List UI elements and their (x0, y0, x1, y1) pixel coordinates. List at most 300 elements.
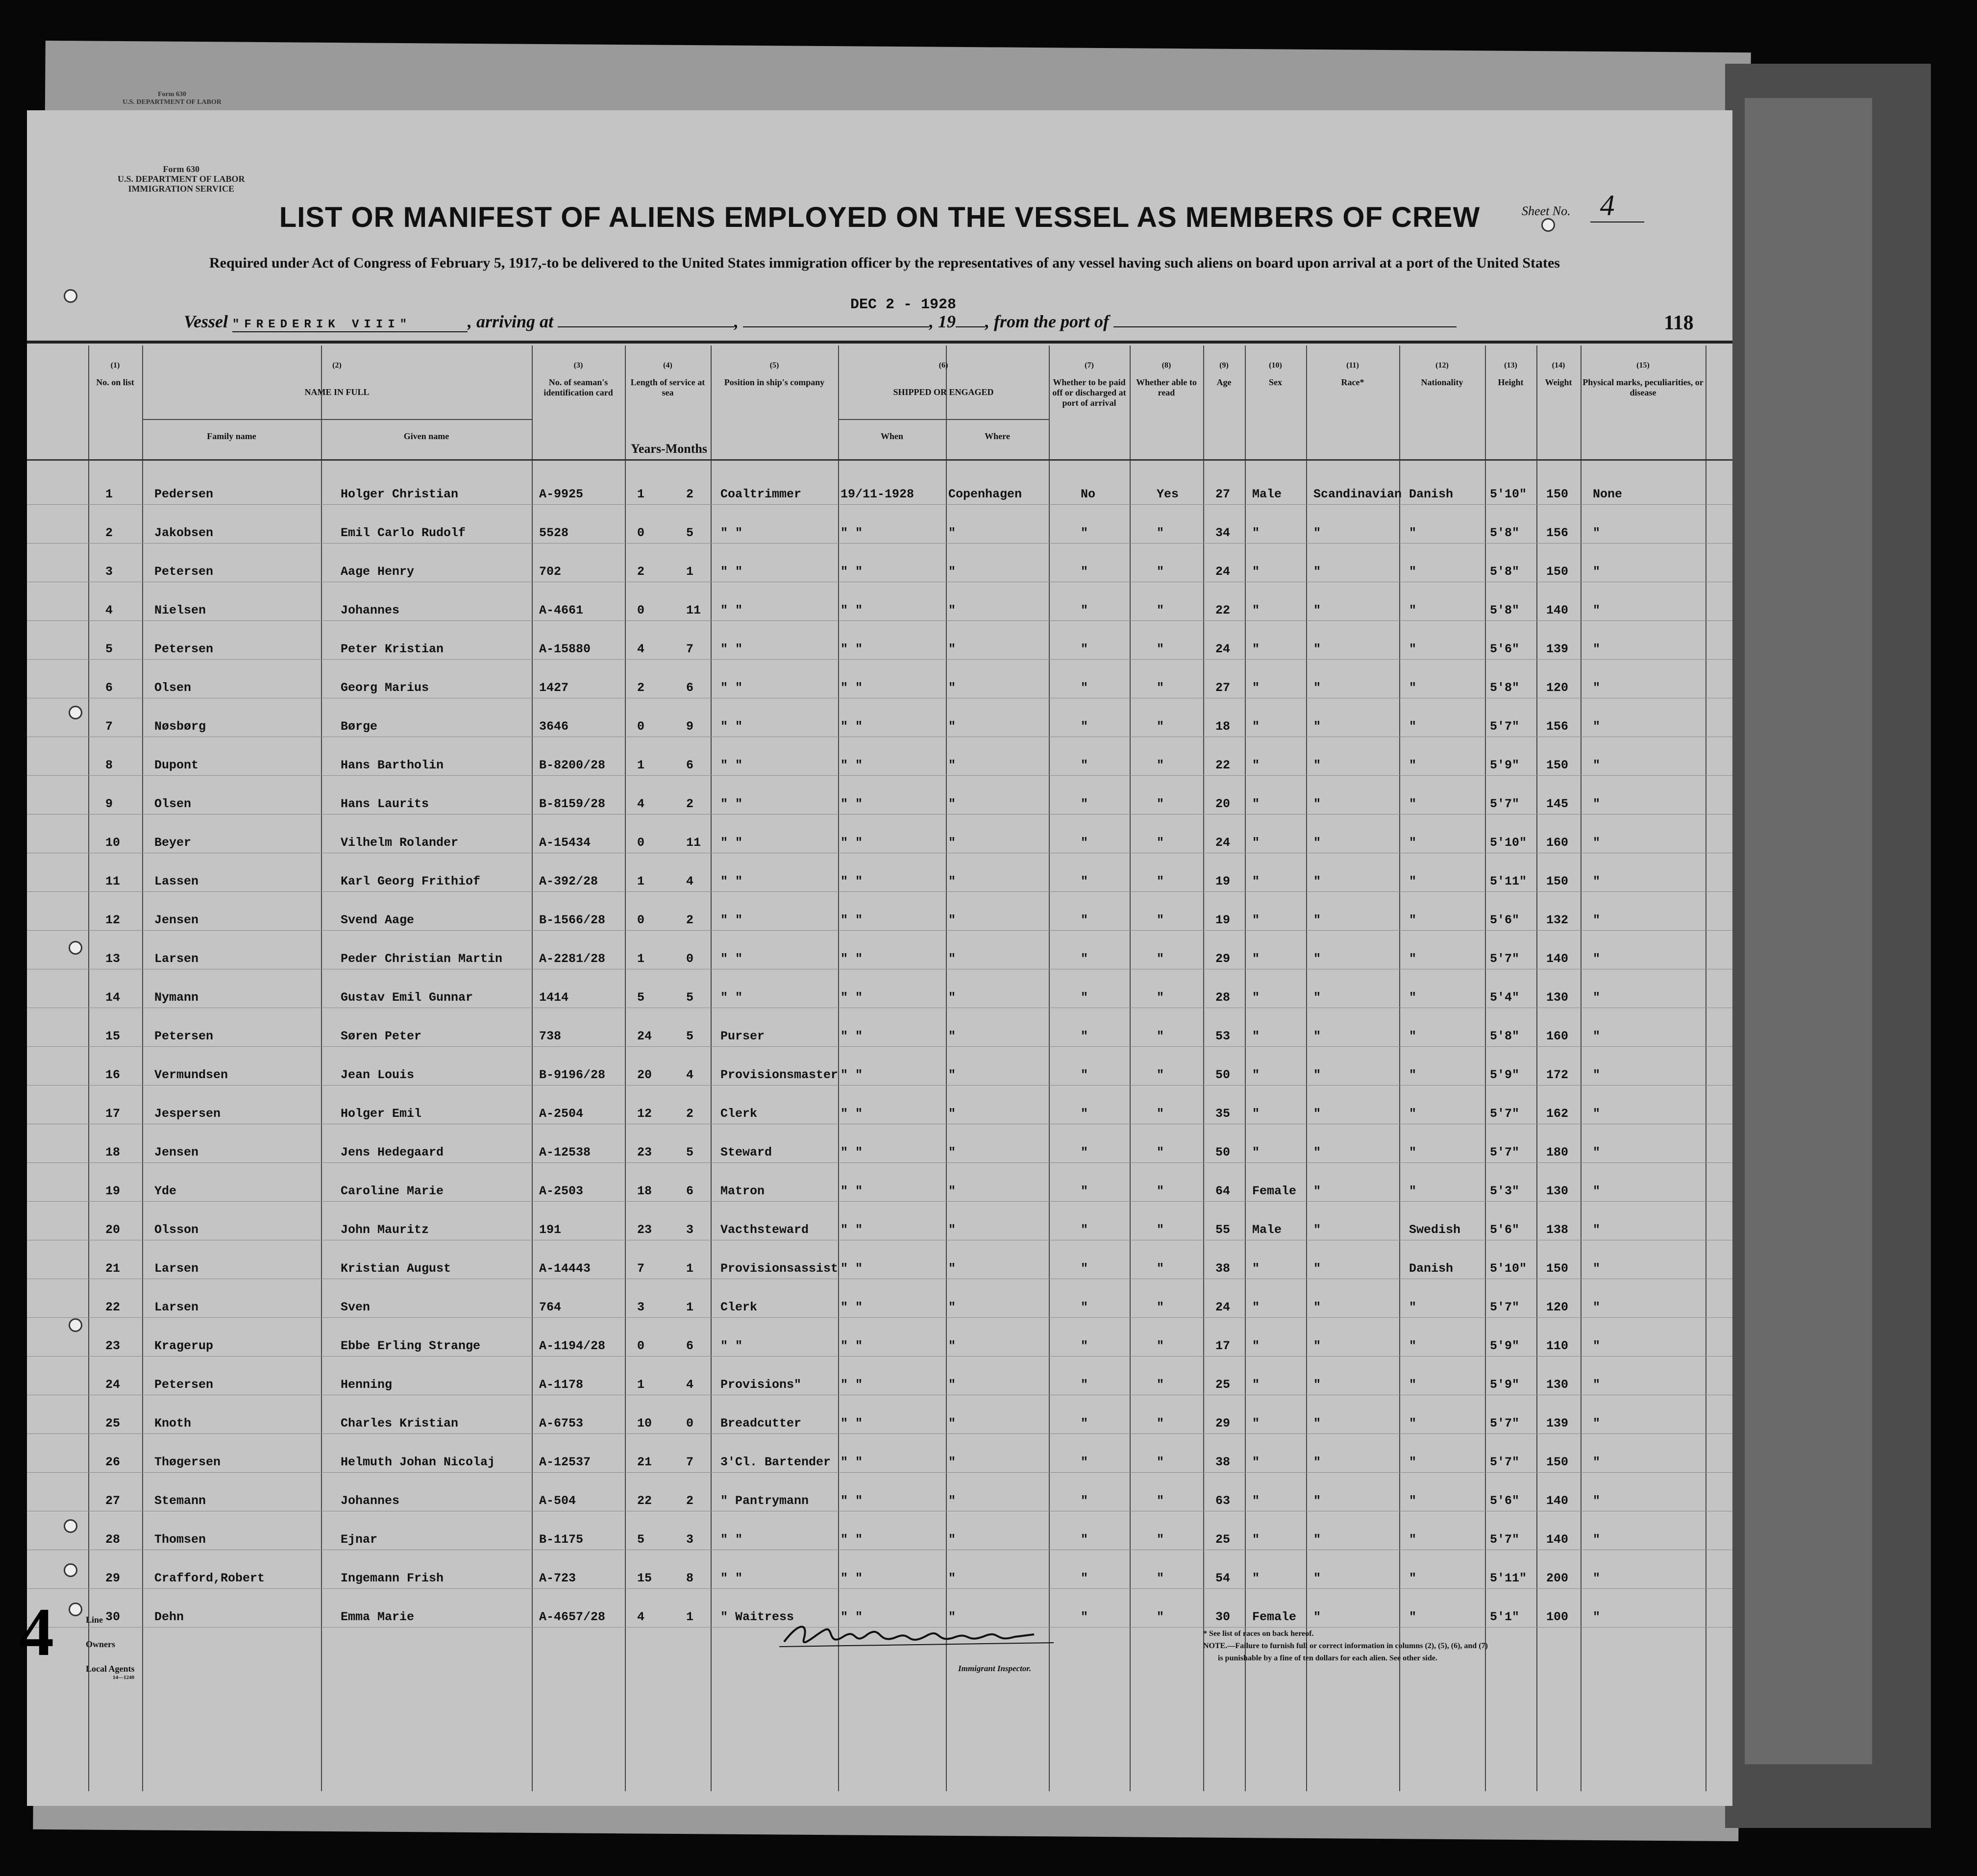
table-row (27, 1395, 1732, 1434)
cell-race: " (1313, 797, 1321, 811)
cell-read: " (1157, 952, 1164, 966)
years-months-label: Years-Months (631, 442, 707, 456)
cell-age: 50 (1215, 1145, 1231, 1160)
cell-nat: " (1409, 1532, 1417, 1547)
cell-age: 19 (1215, 913, 1231, 927)
cell-position: " " (720, 952, 743, 966)
cell-given: Ejnar (341, 1532, 378, 1547)
cell-read: " (1157, 1261, 1164, 1276)
cell-marks: None (1593, 487, 1623, 501)
cell-card: A-12537 (539, 1455, 591, 1469)
cell-position: Clerk (720, 1300, 758, 1314)
cell-weight: 180 (1546, 1145, 1569, 1160)
cell-card: 738 (539, 1029, 562, 1043)
column-number-c12: (12) (1435, 361, 1449, 370)
cell-card: A-9925 (539, 487, 584, 501)
cell-nat: " (1409, 1300, 1417, 1314)
cell-age: 24 (1215, 642, 1231, 656)
punch-hole (1541, 218, 1555, 232)
cell-no: 11 (105, 874, 121, 889)
cell-sex: " (1252, 1455, 1260, 1469)
column-number-c7: (7) (1085, 361, 1094, 370)
cell-yrs: 2 (637, 681, 645, 695)
cell-given: Johannes (341, 1494, 400, 1508)
cell-height: 5'7" (1490, 719, 1520, 734)
cell-where: " (948, 1571, 956, 1585)
cell-sex: " (1252, 1068, 1260, 1082)
cell-read: " (1157, 1610, 1164, 1624)
cell-no: 19 (105, 1184, 121, 1198)
cell-family: Jensen (154, 1145, 199, 1160)
cell-card: A-1178 (539, 1378, 584, 1392)
cell-card: A-14443 (539, 1261, 591, 1276)
cell-family: Crafford,Robert (154, 1571, 265, 1585)
cell-when: " " (840, 1494, 863, 1508)
cell-race: " (1313, 1571, 1321, 1585)
table-row (27, 543, 1732, 582)
page-mark: 4 (20, 1594, 54, 1670)
cell-yrs: 0 (637, 836, 645, 850)
cell-age: 64 (1215, 1184, 1231, 1198)
cell-position: " " (720, 913, 743, 927)
cell-weight: 130 (1546, 1184, 1569, 1198)
cell-sex: " (1252, 990, 1260, 1005)
table-row (27, 1124, 1732, 1163)
cell-given: Peder Christian Martin (341, 952, 503, 966)
cell-paid: " (1081, 1416, 1088, 1431)
cell-nat: " (1409, 952, 1417, 966)
cell-mos: 3 (686, 1532, 694, 1547)
cell-given: Hans Laurits (341, 797, 429, 811)
cell-sex: " (1252, 565, 1260, 579)
cell-mos: 1 (686, 1610, 694, 1624)
cell-given: Søren Peter (341, 1029, 422, 1043)
cell-nat: " (1409, 1145, 1417, 1160)
header-sub-rule (142, 419, 532, 420)
cell-read: " (1157, 1068, 1164, 1082)
department: U.S. DEPARTMENT OF LABOR (118, 174, 245, 184)
cell-mos: 7 (686, 642, 694, 656)
cell-paid: " (1081, 1223, 1088, 1237)
inspector-label: Immigrant Inspector. (958, 1664, 1032, 1673)
cell-mos: 1 (686, 1261, 694, 1276)
cell-mos: 5 (686, 990, 694, 1005)
cell-height: 5'8" (1490, 603, 1520, 617)
cell-height: 5'1" (1490, 1610, 1520, 1624)
cell-position: " " (720, 719, 743, 734)
header-bottom-rule (27, 459, 1732, 461)
cell-mos: 1 (686, 1300, 694, 1314)
cell-family: Kragerup (154, 1339, 214, 1353)
cell-paid: " (1081, 1068, 1088, 1082)
cell-weight: 150 (1546, 1455, 1569, 1469)
cell-race: " (1313, 1029, 1321, 1043)
cell-card: A-723 (539, 1571, 576, 1585)
cell-mos: 11 (686, 836, 701, 850)
cell-position: Breadcutter (720, 1416, 802, 1431)
cell-card: 1427 (539, 681, 569, 695)
cell-mos: 4 (686, 874, 694, 889)
vessel-name: "FREDERIK VIII" (232, 318, 468, 332)
cell-sex: " (1252, 1145, 1260, 1160)
column-header-c4: Length of service at sea (630, 377, 705, 397)
cell-nat: " (1409, 1416, 1417, 1431)
cell-nat: " (1409, 1378, 1417, 1392)
vessel-label: Vessel (184, 312, 228, 331)
cell-weight: 156 (1546, 526, 1569, 540)
cell-given: Sven (341, 1300, 371, 1314)
cell-marks: " (1593, 1184, 1601, 1198)
cell-marks: " (1593, 1571, 1601, 1585)
race-footnote: * See list of races on back hereof. (1203, 1629, 1314, 1638)
cell-read: " (1157, 565, 1164, 579)
cell-marks: " (1593, 1145, 1601, 1160)
cell-marks: " (1593, 526, 1601, 540)
cell-no: 13 (105, 952, 121, 966)
cell-age: 55 (1215, 1223, 1231, 1237)
cell-where: " (948, 1184, 956, 1198)
cell-family: Larsen (154, 1300, 199, 1314)
cell-no: 30 (105, 1610, 121, 1624)
cell-age: 50 (1215, 1068, 1231, 1082)
cell-weight: 140 (1546, 603, 1569, 617)
cell-yrs: 20 (637, 1068, 652, 1082)
cell-family: Lassen (154, 874, 199, 889)
table-row (27, 775, 1732, 815)
cell-read: " (1157, 1455, 1164, 1469)
cell-sex: " (1252, 1378, 1260, 1392)
cell-weight: 139 (1546, 642, 1569, 656)
cell-nat: " (1409, 874, 1417, 889)
cell-height: 5'7" (1490, 952, 1520, 966)
cell-when: " " (840, 1455, 863, 1469)
cell-position: " " (720, 1571, 743, 1585)
cell-card: A-392/28 (539, 874, 598, 889)
cell-sex: " (1252, 952, 1260, 966)
cell-when: " " (840, 681, 863, 695)
cell-nat: " (1409, 990, 1417, 1005)
cell-when: " " (840, 1145, 863, 1160)
cell-race: " (1313, 836, 1321, 850)
arriving-label: , arriving at (468, 312, 554, 331)
cell-when: " " (840, 836, 863, 850)
cell-marks: " (1593, 603, 1601, 617)
cell-where: " (948, 874, 956, 889)
cell-given: Gustav Emil Gunnar (341, 990, 473, 1005)
cell-read: " (1157, 642, 1164, 656)
column-header-where: Where (985, 431, 1010, 441)
cell-nat: Danish (1409, 1261, 1454, 1276)
cell-yrs: 23 (637, 1223, 652, 1237)
cell-read: " (1157, 1494, 1164, 1508)
cell-weight: 140 (1546, 1532, 1569, 1547)
cell-position: " " (720, 797, 743, 811)
cell-position: " " (720, 642, 743, 656)
cell-paid: No (1081, 487, 1096, 501)
cell-card: A-2281/28 (539, 952, 606, 966)
cell-position: " " (720, 603, 743, 617)
table-row (27, 969, 1732, 1008)
cell-weight: 140 (1546, 1494, 1569, 1508)
cell-when: " " (840, 719, 863, 734)
cell-read: " (1157, 913, 1164, 927)
cell-nat: " (1409, 758, 1417, 772)
cell-paid: " (1081, 1107, 1088, 1121)
cell-given: Henning (341, 1378, 393, 1392)
cell-marks: " (1593, 681, 1601, 695)
cell-no: 24 (105, 1378, 121, 1392)
cell-mos: 7 (686, 1455, 694, 1469)
cell-given: Johannes (341, 603, 400, 617)
cell-marks: " (1593, 1455, 1601, 1469)
cell-no: 23 (105, 1339, 121, 1353)
cell-no: 5 (105, 642, 113, 656)
cell-card: 764 (539, 1300, 562, 1314)
cell-family: Beyer (154, 836, 192, 850)
cell-marks: " (1593, 1223, 1601, 1237)
cell-race: " (1313, 1184, 1321, 1198)
cell-when: 19/11-1928 (840, 487, 914, 501)
cell-no: 12 (105, 913, 121, 927)
cell-where: " (948, 1223, 956, 1237)
cell-given: Kristian August (341, 1261, 451, 1276)
cell-age: 20 (1215, 797, 1231, 811)
cell-no: 28 (105, 1532, 121, 1547)
cell-height: 5'9" (1490, 758, 1520, 772)
cell-where: " (948, 990, 956, 1005)
cell-race: " (1313, 526, 1321, 540)
header-sub-rule (838, 419, 1049, 420)
cell-given: Ebbe Erling Strange (341, 1339, 481, 1353)
cell-mos: 6 (686, 1184, 694, 1198)
cell-yrs: 12 (637, 1107, 652, 1121)
cell-family: Dehn (154, 1610, 184, 1624)
cell-weight: 150 (1546, 1261, 1569, 1276)
cell-weight: 139 (1546, 1416, 1569, 1431)
cell-card: 191 (539, 1223, 562, 1237)
cell-weight: 120 (1546, 681, 1569, 695)
cell-race: " (1313, 681, 1321, 695)
cell-marks: " (1593, 836, 1601, 850)
cell-race: " (1313, 1378, 1321, 1392)
cell-yrs: 15 (637, 1571, 652, 1585)
cell-where: " (948, 797, 956, 811)
table-row (27, 698, 1732, 737)
table-row (27, 504, 1732, 543)
cell-mos: 6 (686, 1339, 694, 1353)
cell-given: Jean Louis (341, 1068, 415, 1082)
cell-sex: " (1252, 1571, 1260, 1585)
cell-age: 38 (1215, 1261, 1231, 1276)
cell-family: Jespersen (154, 1107, 221, 1121)
cell-age: 63 (1215, 1494, 1231, 1508)
cell-family: Nøsbørg (154, 719, 206, 734)
cell-yrs: 1 (637, 952, 645, 966)
cell-read: " (1157, 1223, 1164, 1237)
cell-height: 5'11" (1490, 1571, 1527, 1585)
cell-where: " (948, 565, 956, 579)
cell-where: " (948, 758, 956, 772)
cell-sex: " (1252, 1300, 1260, 1314)
cell-family: Olsen (154, 797, 192, 811)
cell-paid: " (1081, 1029, 1088, 1043)
table-row (27, 1511, 1732, 1550)
cell-where: " (948, 1261, 956, 1276)
punch-hole (69, 706, 82, 719)
cell-family: Olsen (154, 681, 192, 695)
cell-age: 22 (1215, 603, 1231, 617)
cell-given: Svend Aage (341, 913, 415, 927)
cell-no: 21 (105, 1261, 121, 1276)
cell-family: Petersen (154, 1378, 214, 1392)
cell-yrs: 1 (637, 1378, 645, 1392)
cell-race: " (1313, 1145, 1321, 1160)
cell-where: " (948, 1532, 956, 1547)
punch-hole (64, 1563, 77, 1577)
cell-sex: " (1252, 1494, 1260, 1508)
cell-race: " (1313, 1107, 1321, 1121)
cell-given: Emil Carlo Rudolf (341, 526, 466, 540)
cell-height: 5'10" (1490, 836, 1527, 850)
cell-sex: " (1252, 758, 1260, 772)
cell-age: 27 (1215, 487, 1231, 501)
cell-card: B-1175 (539, 1532, 584, 1547)
cell-weight: 156 (1546, 719, 1569, 734)
punch-hole (64, 289, 77, 303)
cell-given: Georg Marius (341, 681, 429, 695)
cell-age: 22 (1215, 758, 1231, 772)
cell-given: Karl Georg Frithiof (341, 874, 481, 889)
cell-paid: " (1081, 1339, 1088, 1353)
column-number-c8: (8) (1161, 361, 1171, 370)
cell-nat: " (1409, 1339, 1417, 1353)
cell-given: Jens Hedegaard (341, 1145, 444, 1160)
cell-position: " " (720, 990, 743, 1005)
cell-nat: " (1409, 1610, 1417, 1624)
cell-weight: 100 (1546, 1610, 1569, 1624)
cell-family: Thomsen (154, 1532, 206, 1547)
cell-yrs: 0 (637, 603, 645, 617)
cell-where: " (948, 952, 956, 966)
underlying-form-tag (123, 91, 222, 106)
cell-card: A-2503 (539, 1184, 584, 1198)
cell-given: Peter Kristian (341, 642, 444, 656)
cell-card: A-504 (539, 1494, 576, 1508)
column-header-c6: SHIPPED OR ENGAGED (893, 387, 994, 397)
cell-family: Jakobsen (154, 526, 214, 540)
cell-marks: " (1593, 1261, 1601, 1276)
cell-given: Ingemann Frish (341, 1571, 444, 1585)
underlying-form-number: Form 630 (157, 91, 186, 98)
cell-mos: 2 (686, 797, 694, 811)
cell-mos: 5 (686, 1145, 694, 1160)
cell-mos: 0 (686, 1416, 694, 1431)
cell-where: " (948, 1107, 956, 1121)
cell-no: 10 (105, 836, 121, 850)
cell-sex: " (1252, 681, 1260, 695)
cell-where: " (948, 836, 956, 850)
cell-race: " (1313, 874, 1321, 889)
cell-nat: " (1409, 681, 1417, 695)
cell-height: 5'9" (1490, 1068, 1520, 1082)
table-row (27, 1046, 1732, 1086)
cell-given: Aage Henry (341, 565, 415, 579)
cell-age: 28 (1215, 990, 1231, 1005)
cell-height: 5'10" (1490, 1261, 1527, 1276)
cell-family: Olsson (154, 1223, 199, 1237)
cell-age: 54 (1215, 1571, 1231, 1585)
cell-when: " " (840, 990, 863, 1005)
cell-sex: " (1252, 1416, 1260, 1431)
cell-sex: Female (1252, 1184, 1297, 1198)
cell-race: " (1313, 1339, 1321, 1353)
cell-when: " " (840, 1571, 863, 1585)
cell-age: 24 (1215, 1300, 1231, 1314)
cell-mos: 4 (686, 1378, 694, 1392)
punch-hole (69, 1318, 82, 1332)
cell-paid: " (1081, 565, 1088, 579)
cell-family: Petersen (154, 565, 214, 579)
cell-height: 5'6" (1490, 642, 1520, 656)
cell-marks: " (1593, 952, 1601, 966)
cell-height: 5'11" (1490, 874, 1527, 889)
cell-race: " (1313, 1068, 1321, 1082)
column-header-c5: Position in ship's company (724, 377, 825, 387)
subtitle: Required under Act of Congress of February 5, 1917,-to be delivered to the United States immigration officer by the representatives of any vessel having such aliens on board upon arrival at a port of the United States (209, 255, 1560, 271)
table-row (27, 1550, 1732, 1589)
cell-read: Yes (1157, 487, 1179, 501)
cell-card: A-15880 (539, 642, 591, 656)
manifest-table (27, 110, 1732, 1806)
cell-marks: " (1593, 913, 1601, 927)
column-header-given-name: Given name (403, 431, 449, 441)
cell-sex: Female (1252, 1610, 1297, 1624)
column-header-c14: Weight (1545, 377, 1572, 387)
cell-given: Vilhelm Rolander (341, 836, 459, 850)
cell-card: A-2504 (539, 1107, 584, 1121)
cell-mos: 5 (686, 526, 694, 540)
cell-where: " (948, 1029, 956, 1043)
underlying-department: U.S. DEPARTMENT OF LABOR (123, 99, 222, 106)
cell-weight: 162 (1546, 1107, 1569, 1121)
cell-given: Emma Marie (341, 1610, 415, 1624)
cell-position: Provisionsmaster (720, 1068, 839, 1082)
cell-weight: 150 (1546, 758, 1569, 772)
cell-no: 6 (105, 681, 113, 695)
cell-yrs: 24 (637, 1029, 652, 1043)
cell-position: " " (720, 836, 743, 850)
cell-race: " (1313, 758, 1321, 772)
punch-hole (69, 1603, 82, 1616)
cell-age: 19 (1215, 874, 1231, 889)
cell-sex: " (1252, 1107, 1260, 1121)
cell-weight: 132 (1546, 913, 1569, 927)
cell-where: " (948, 1339, 956, 1353)
cell-age: 35 (1215, 1107, 1231, 1121)
cell-card: A-4661 (539, 603, 584, 617)
cell-given: Holger Emil (341, 1107, 422, 1121)
cell-position: " " (720, 758, 743, 772)
cell-no: 20 (105, 1223, 121, 1237)
cell-position: Purser (720, 1029, 765, 1043)
cell-nat: " (1409, 797, 1417, 811)
cell-paid: " (1081, 1532, 1088, 1547)
cell-where: " (948, 1455, 956, 1469)
table-row (27, 1317, 1732, 1357)
cell-paid: " (1081, 603, 1088, 617)
table-row (27, 1085, 1732, 1124)
cell-paid: " (1081, 836, 1088, 850)
